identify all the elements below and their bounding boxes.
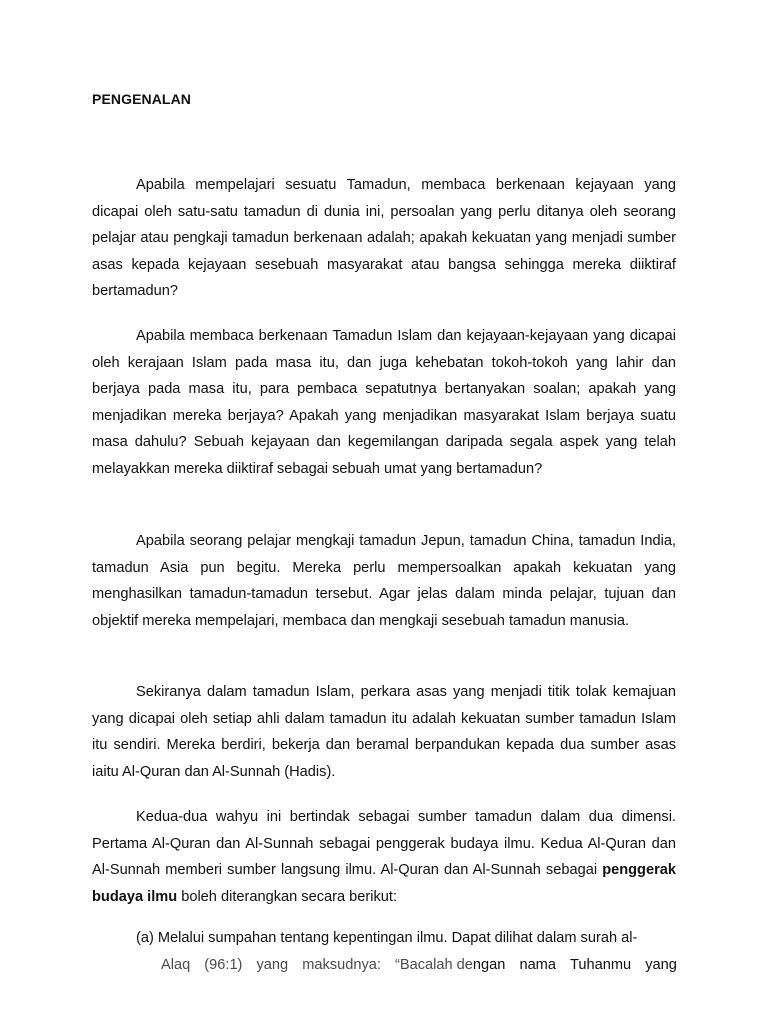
list-word: Tuhanmu [570,957,632,973]
list-word: de [456,957,473,973]
paragraph-5-text-after: boleh diterangkan secara berikut: [177,888,398,905]
list-word: “Bacalah [395,957,453,973]
paragraph-5-text-before: Kedua-dua wahyu ini bertindak sebagai sumber tamadun dalam dua dimensi. Pertama Al-Quran dan Al-Sunnah sebagai penggerak budaya ilmu. Kedua Al-Quran dan Al-Sunnah memberi sumber langsung ilmu. Al-Quran dan Al-Sunnah sebagai [92,809,676,879]
list-word: nama [519,957,556,973]
list-word: maksudnya: [302,957,381,973]
paragraph-1: Apabila mempelajari sesuatu Tamadun, membaca berkenaan kejayaan yang dicapai oleh satu-satu tamadun di dunia ini, persoalan yang perlu ditanya oleh seorang pelajar atau pengkaji tamadun berkenaan adalah; apakah kekuatan yang menjadi sumber asas kepada kejayaan sesebuah masyarakat atau bangsa sehingga mereka diiktiraf bertamadun? [92,177,676,300]
paragraph-5 [92,804,676,910]
list-word: ngan [472,957,506,973]
list-item-a-line-2 [161,955,677,975]
list-word: yang [256,957,289,973]
section-heading: PENGENALAN [92,91,192,107]
list-item-a-line-1: (a) Melalui sumpahan tentang kepentingan ilmu. Dapat dilihat dalam surah al- [136,930,638,946]
list-word: Alaq [161,957,191,973]
list-word: (96:1) [204,957,243,973]
list-word-group [395,955,505,975]
paragraph-4: Sekiranya dalam tamadun Islam, perkara asas yang menjadi titik tolak kemajuan yang dicapai oleh setiap ahli dalam tamadun itu adalah kekuatan sumber tamadun Islam itu sendiri. Mereka berdiri, bekerja dan beramal berpandukan kepada dua sumber asas iaitu Al-Quran dan Al-Sunnah (Hadis). [92,684,676,780]
paragraph-3: Apabila seorang pelajar mengkaji tamadun Jepun, tamadun China, tamadun India, tamadun Asia pun begitu. Mereka perlu mempersoalkan apakah kekuatan yang menghasilkan tamadun-tamadun tersebut. Agar jelas dalam minda pelajar, tujuan dan objektif mereka mempelajari, membaca dan mengkaji sesebuah tamadun manusia. [92,533,676,629]
paragraph-5-bold-phrase: penggerak budaya ilmu [92,862,676,905]
paragraph-2: Apabila membaca berkenaan Tamadun Islam dan kejayaan-kejayaan yang dicapai oleh kerajaan Islam pada masa itu, dan juga kehebatan tokoh-tokoh yang lahir dan berjaya pada masa itu, para pembaca sepatutnya bertanyakan soalan; apakah yang menjadikan mereka berjaya? Apakah yang menjadikan masyarakat Islam berjaya suatu masa dahulu? Sebuah kejayaan dan kegemilangan daripada segala aspek yang telah melayakkan mereka diiktiraf sebagai sebuah umat yang bertamadun? [92,328,676,477]
list-word: yang [645,957,677,973]
